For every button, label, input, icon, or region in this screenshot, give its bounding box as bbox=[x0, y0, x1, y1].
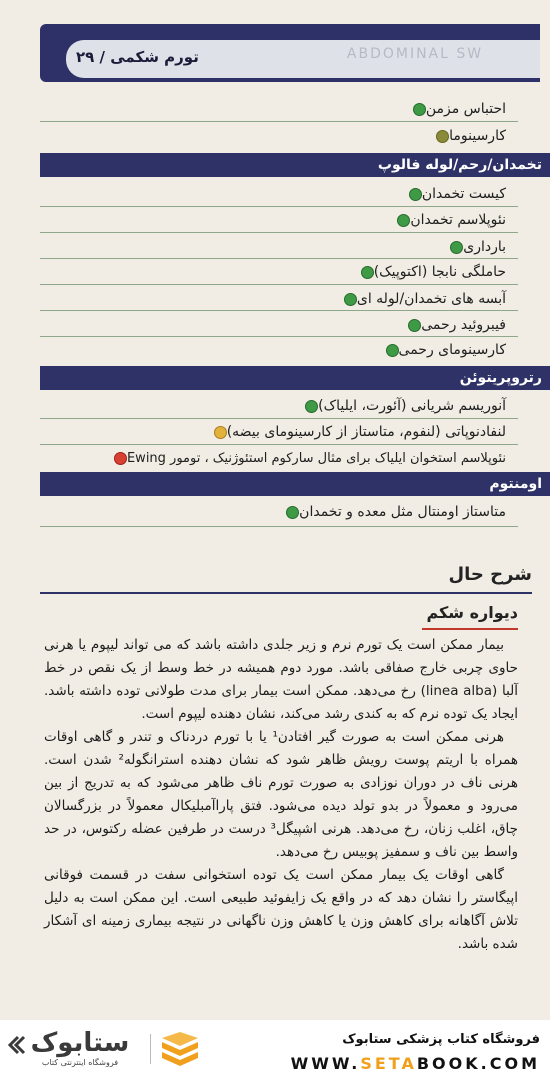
bullet-icon bbox=[214, 426, 227, 439]
divider bbox=[40, 418, 518, 419]
bullet-icon bbox=[286, 506, 299, 519]
divider bbox=[40, 444, 518, 445]
category-title: اومنتوم bbox=[489, 476, 542, 492]
book-logo-icon bbox=[158, 1028, 202, 1072]
list-item: احتباس مزمن bbox=[407, 97, 518, 121]
bullet-icon bbox=[397, 214, 410, 227]
list-item: آنوریسم شریانی (آئورت، ایلیاک) bbox=[299, 394, 518, 418]
category-band bbox=[40, 153, 550, 177]
shop-name: فروشگاه کتاب پزشکی ستابوک bbox=[342, 1032, 540, 1047]
divider bbox=[40, 206, 518, 207]
page-title: تورم شکمی / ۲۹ bbox=[76, 48, 199, 66]
paragraph: بیمار ممکن است یک تورم نرم و زیر جلدی داشته باشد که می تواند لیپوم یا هرنی حاوی چربی خارج صفاقی باشد. مورد دوم همیشه در خط وسط از یک نقص در خط آلبا (linea alba) رخ می‌دهد. ممکن است بیمار برای مدت طولانی توده داشته باشد. ایجاد یک توده نرم که به کندی رشد می‌کند، نشان دهنده لیپوم است. bbox=[44, 637, 519, 722]
bullet-icon bbox=[436, 130, 449, 143]
paragraph: هرنی ممکن است به صورت گیر افتادن¹ یا با تورم دردناک و تندر و گاهی اوقات همراه با اریتم پوست رویش ظاهر شود که نشان دهنده استرانگوله² شدن است. هرنی ناف در دوران نوزادی به صورت تورم ناف ظاهر می‌شود که به تدریج از بین می‌رود و معمولاً در بدو تولد دیده می‌شود. فتق پاراآمبلیکال معمولاً در بزرگسالان چاق، اغلب زنان، رخ می‌دهد. هرنی اشپیگل³ درست در طرفین عضله رکتوس، در حد واسط بین ناف و سمفیز پوبیس رخ می‌دهد. bbox=[44, 729, 518, 860]
logo-subtitle: فروشگاه اینترنتی کتاب bbox=[41, 1058, 119, 1067]
divider bbox=[40, 526, 518, 527]
bullet-icon bbox=[408, 319, 421, 332]
bullet-icon bbox=[450, 241, 463, 254]
shop-url[interactable]: WWW.SETABOOK.COM bbox=[290, 1054, 540, 1073]
footer-banner bbox=[0, 1020, 550, 1080]
list-item: بارداری bbox=[444, 235, 518, 259]
list-item: لنفادنوپاتی (لنفوم، متاستاز از کارسینومای بیضه) bbox=[208, 420, 518, 444]
list-item: متاستاز اومنتال مثل معده و تخمدان bbox=[280, 500, 518, 524]
divider bbox=[40, 258, 518, 259]
bullet-icon bbox=[305, 400, 318, 413]
list-item: کیست تخمدان bbox=[403, 182, 518, 206]
category-band-fill bbox=[40, 474, 550, 494]
bullet-icon bbox=[344, 293, 357, 306]
divider bbox=[40, 232, 518, 233]
bullet-icon bbox=[114, 452, 127, 465]
paragraph: گاهی اوقات یک بیمار ممکن است یک توده استخوانی سفت در قسمت فوقانی اپیگاستر را نشان دهد که در واقع یک زایفوئید طبیعی است. این ممکن است به دلیل تلاش آگاهانه برای کاهش وزن یا کاهش وزن ناگهانی در نتیجه بیماری زمینه ای آشکار شده باشد. bbox=[44, 867, 518, 952]
list-item: حاملگی نابجا (اکتوپیک) bbox=[355, 260, 518, 284]
divider bbox=[40, 310, 518, 311]
divider bbox=[40, 284, 518, 285]
logo-text: ستابوک bbox=[30, 1028, 130, 1058]
category-title: تخمدان/رحم/لوله فالوپ bbox=[377, 157, 542, 173]
list-item: کارسینوما bbox=[430, 124, 518, 148]
bullet-icon bbox=[409, 188, 422, 201]
section-title: شرح حال bbox=[448, 564, 532, 585]
category-band bbox=[40, 366, 550, 390]
body-text bbox=[44, 634, 518, 956]
subsection-rule bbox=[422, 628, 518, 630]
section-rule bbox=[40, 592, 532, 594]
header-ghost-text: ABDOMINAL SW bbox=[346, 46, 484, 62]
list-item: نئوپلاسم استخوان ایلیاک برای مثال سارکوم استئوژنیک ، تومور Ewing bbox=[108, 446, 518, 470]
list-item: فیبروئید رحمی bbox=[402, 313, 518, 337]
list-item: نئوپلاسم تخمدان bbox=[391, 208, 518, 232]
subsection-title: دیواره شکم bbox=[426, 603, 518, 622]
bullet-icon bbox=[361, 266, 374, 279]
category-title: رتروپریتوئن bbox=[459, 370, 542, 386]
divider bbox=[40, 336, 518, 337]
bullet-icon bbox=[386, 344, 399, 357]
list-item: آبسه های تخمدان/لوله ای bbox=[338, 287, 518, 311]
bullet-icon bbox=[413, 103, 426, 116]
logo-separator bbox=[150, 1034, 151, 1064]
divider bbox=[40, 121, 518, 122]
list-item: کارسینومای رحمی bbox=[380, 338, 518, 362]
